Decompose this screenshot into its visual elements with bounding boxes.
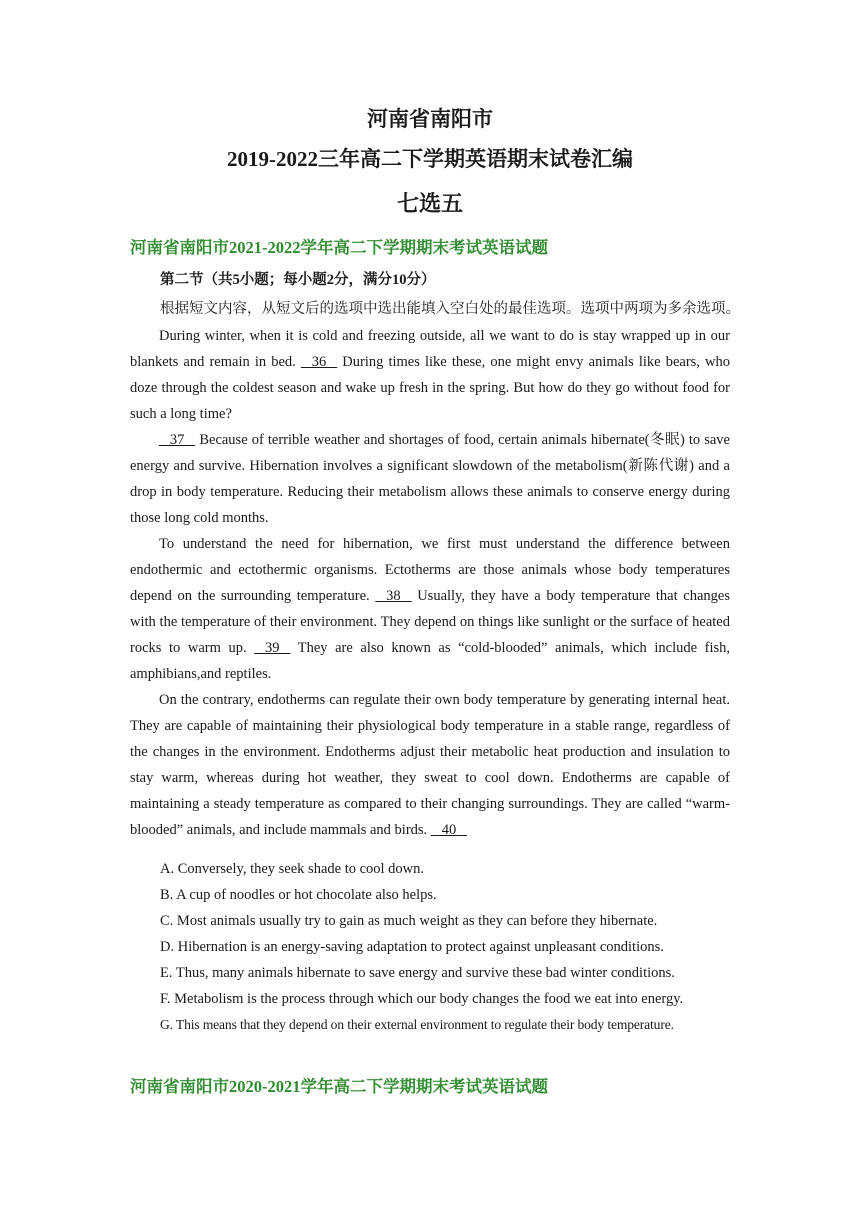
passage bbox=[130, 323, 730, 843]
paragraph-2 bbox=[130, 427, 730, 531]
section-heading-2020-2021: 河南省南阳市2020-2021学年高二下学期期末考试英语试题 bbox=[130, 1077, 548, 1096]
option-g: G. This means that they depend on their external environment to regulate their body temperature. bbox=[160, 1017, 674, 1032]
paragraph-1 bbox=[130, 323, 730, 427]
option-d: D. Hibernation is an energy-saving adaptation to protect against unpleasant conditions. bbox=[160, 939, 664, 955]
paragraph-3 bbox=[130, 531, 730, 687]
title-question-type: 七选五 bbox=[396, 191, 463, 216]
blank-38: 38 bbox=[375, 588, 412, 604]
option-c: C. Most animals usually try to gain as much weight as they can before they hibernate. bbox=[160, 913, 658, 929]
paragraph-4 bbox=[130, 687, 730, 843]
paragraph-text: During times like these, one might envy animals like bears, who doze through the coldest season and wake up fresh in the spring. But how do they go without food for such a long time? bbox=[130, 354, 730, 422]
title-region: 河南省南阳市 bbox=[367, 107, 493, 131]
option-f: F. Metabolism is the process through which our body changes the food we eat into energy. bbox=[160, 991, 684, 1007]
blank-36: 36 bbox=[300, 354, 338, 370]
instructions: 根据短文内容，从短文后的选项中选出能填入空白处的最佳选项。选项中两项为多余选项。 bbox=[160, 301, 740, 317]
option-e: E. Thus, many animals hibernate to save energy and survive these bad winter conditions. bbox=[160, 965, 675, 981]
option-b: B. A cup of noodles or hot chocolate also helps. bbox=[160, 887, 437, 903]
paragraph-text: Because of terrible weather and shortages of food, certain animals hibernate(冬眠) to save energy and survive. Hibernation involves a significant slowdown of the metabolism(新陈代谢) and a drop in body temperature. Reducing their metabolism allows these animals to conserve energy during those long cold months. bbox=[130, 432, 730, 526]
paragraph-text: During winter, when it is cold and freezing outside, all we want to do is stay wrapped up in our blankets and remain in bed. bbox=[130, 328, 730, 370]
options-list bbox=[160, 856, 683, 1038]
blank-40: 40 bbox=[430, 822, 468, 838]
option-a: A. Conversely, they seek shade to cool down. bbox=[160, 861, 425, 877]
title-exam-collection: 2019-2022三年高二下学期英语期末试卷汇编 bbox=[227, 147, 633, 171]
paragraph-text: They are also known as “cold-blooded” animals, which include fish, amphibians,and reptiles. bbox=[130, 640, 731, 682]
paragraph-text: On the contrary, endotherms can regulate their own body temperature by generating internal heat. They are capable of maintaining their physiological body temperature in a stable range, regardless of the changes in the environment. Endotherms adjust their metabolic heat production and insulation to stay warm, whereas during hot weather, they sweat to cool down. Endotherms are capable of maintaining a steady temperature as compared to their changing surroundings. They are called “warm-blooded” animals, and include mammals and birds. bbox=[130, 692, 730, 838]
section-heading-2021-2022: 河南省南阳市2021-2022学年高二下学期期末考试英语试题 bbox=[130, 238, 548, 257]
paragraph-text: Usually, they have a body temperature that changes with the temperature of their environment. They depend on things like sunlight or the surface of heated rocks to warm up. bbox=[130, 588, 730, 656]
paragraph-text: To understand the need for hibernation, we first must understand the difference between endothermic and ectothermic organisms. Ectotherms are those animals whose body temperatures depend on the surrounding temperature. bbox=[130, 536, 730, 604]
part-heading: 第二节（共5小题；每小题2分，满分10分） bbox=[160, 272, 436, 288]
blank-39: 39 bbox=[254, 640, 291, 656]
blank-37: 37 bbox=[159, 432, 196, 448]
